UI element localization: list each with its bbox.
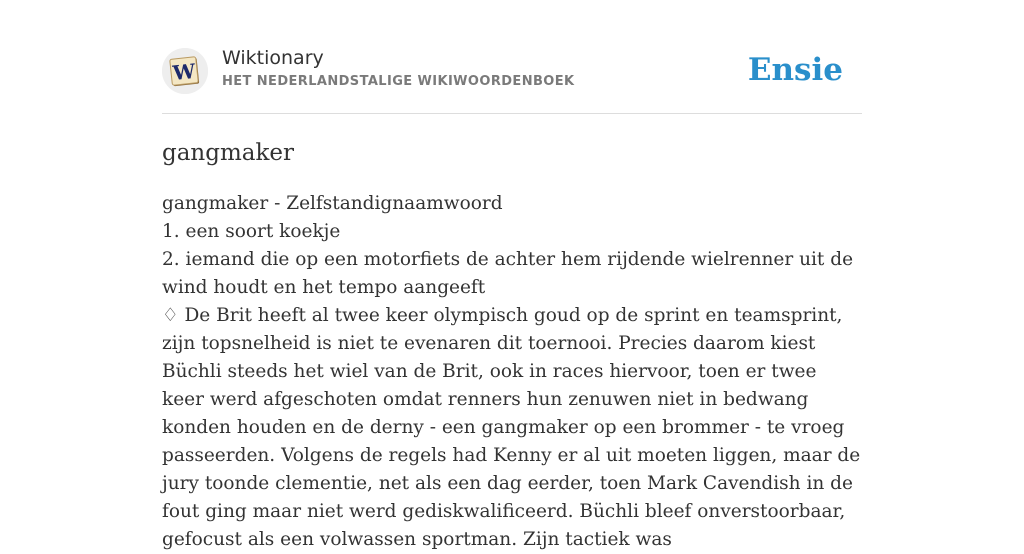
site-name[interactable]: Wiktionary	[222, 47, 324, 69]
logo-letter: W	[171, 58, 197, 86]
wiktionary-logo-icon[interactable]	[162, 48, 208, 94]
entry-content	[162, 190, 862, 554]
definition-1: 1. een soort koekje	[162, 221, 341, 242]
entry-heading-line: gangmaker - Zelfstandignaamwoord	[162, 193, 503, 214]
site-tagline: HET NEDERLANDSTALIGE WIKIWOORDENBOEK	[222, 74, 575, 89]
example-quote: ♢ De Brit heeft al twee keer olympisch goud op de sprint en teamsprint, zijn topsnelheid is niet te evenaren dit toernooi. Precies daarom kiest Büchli steeds het wiel van de Brit, ook in races hiervoor, toen er twee keer werd afgeschoten omdat renners hun zenuwen niet in bedwang konden houden en de derny - een gangmaker op een brommer - te vroeg passeerden. Volgens de regels had Kenny er al uit moeten liggen, maar de jury toonde clementie, net als een dag eerder, toen Mark Cavendish in de fout ging maar niet werd gediskwalificeerd. Büchli bleef onverstoorbaar, gefocust als een volwassen sportman. Zijn tactiek was	[162, 305, 861, 550]
entry-title: gangmaker	[162, 140, 295, 166]
site-header	[162, 44, 862, 114]
definition-2: 2. iemand die op een motorfiets de achter hem rijdende wielrenner uit de wind houdt en het tempo aangeeft	[162, 249, 854, 298]
header-divider	[162, 113, 862, 114]
ensie-brand-link[interactable]: Ensie	[747, 52, 843, 88]
